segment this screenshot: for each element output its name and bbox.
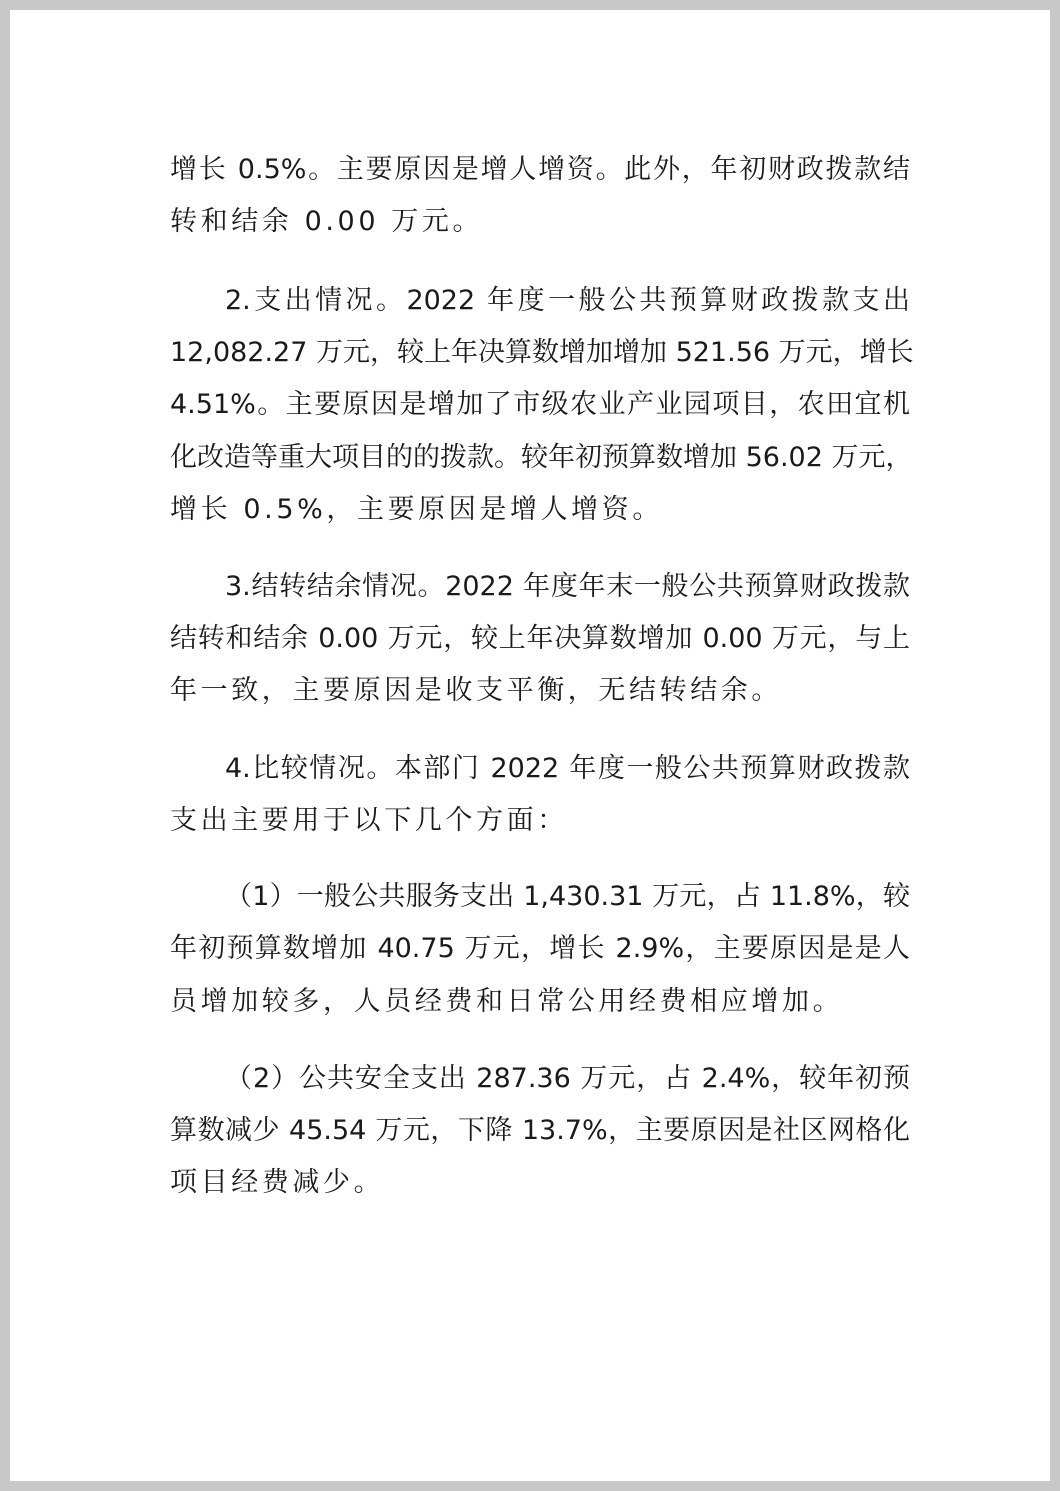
text-line: 增长 0.5%，主要原因是增人增资。 — [170, 494, 663, 525]
text-line: 4.51%。主要原因是增加了市级农业产业园项目，农田宜机 — [170, 389, 910, 420]
text-line: 算数减少 45.54 万元，下降 13.7%，主要原因是社区网格化 — [170, 1115, 910, 1146]
text-line: （2）公共安全支出 287.36 万元，占 2.4%，较年初预 — [225, 1063, 910, 1094]
text-line: （1）一般公共服务支出 1,430.31 万元，占 11.8%，较 — [225, 881, 910, 912]
document-page — [10, 10, 1050, 1481]
text-line: 员增加较多，人员经费和日常公用经费相应增加。 — [170, 986, 844, 1017]
text-line: 2.支出情况。2022 年度一般公共预算财政拨款支出 — [225, 285, 910, 316]
text-line: 结转和结余 0.00 万元，较上年决算数增加 0.00 万元，与上 — [170, 623, 910, 654]
text-line: 化改造等重大项目的的拨款。较年初预算数增加 56.02 万元， — [170, 442, 913, 473]
text-line: 年一致，主要原因是收支平衡，无结转结余。 — [170, 675, 782, 706]
text-line: 项目经费减少。 — [170, 1167, 385, 1198]
text-line: 4.比较情况。本部门 2022 年度一般公共预算财政拨款 — [225, 753, 910, 784]
text-line: 3.结转结余情况。2022 年度年末一般公共预算财政拨款 — [225, 571, 910, 602]
text-line: 转和结余 0.00 万元。 — [170, 206, 484, 237]
text-line: 12,082.27 万元，较上年决算数增加增加 521.56 万元，增长 — [170, 337, 914, 368]
text-line: 年初预算数增加 40.75 万元，增长 2.9%，主要原因是是人 — [170, 933, 910, 964]
text-line: 支出主要用于以下几个方面： — [170, 805, 568, 836]
text-line: 增长 0.5%。主要原因是增人增资。此外，年初财政拨款结 — [170, 154, 910, 185]
